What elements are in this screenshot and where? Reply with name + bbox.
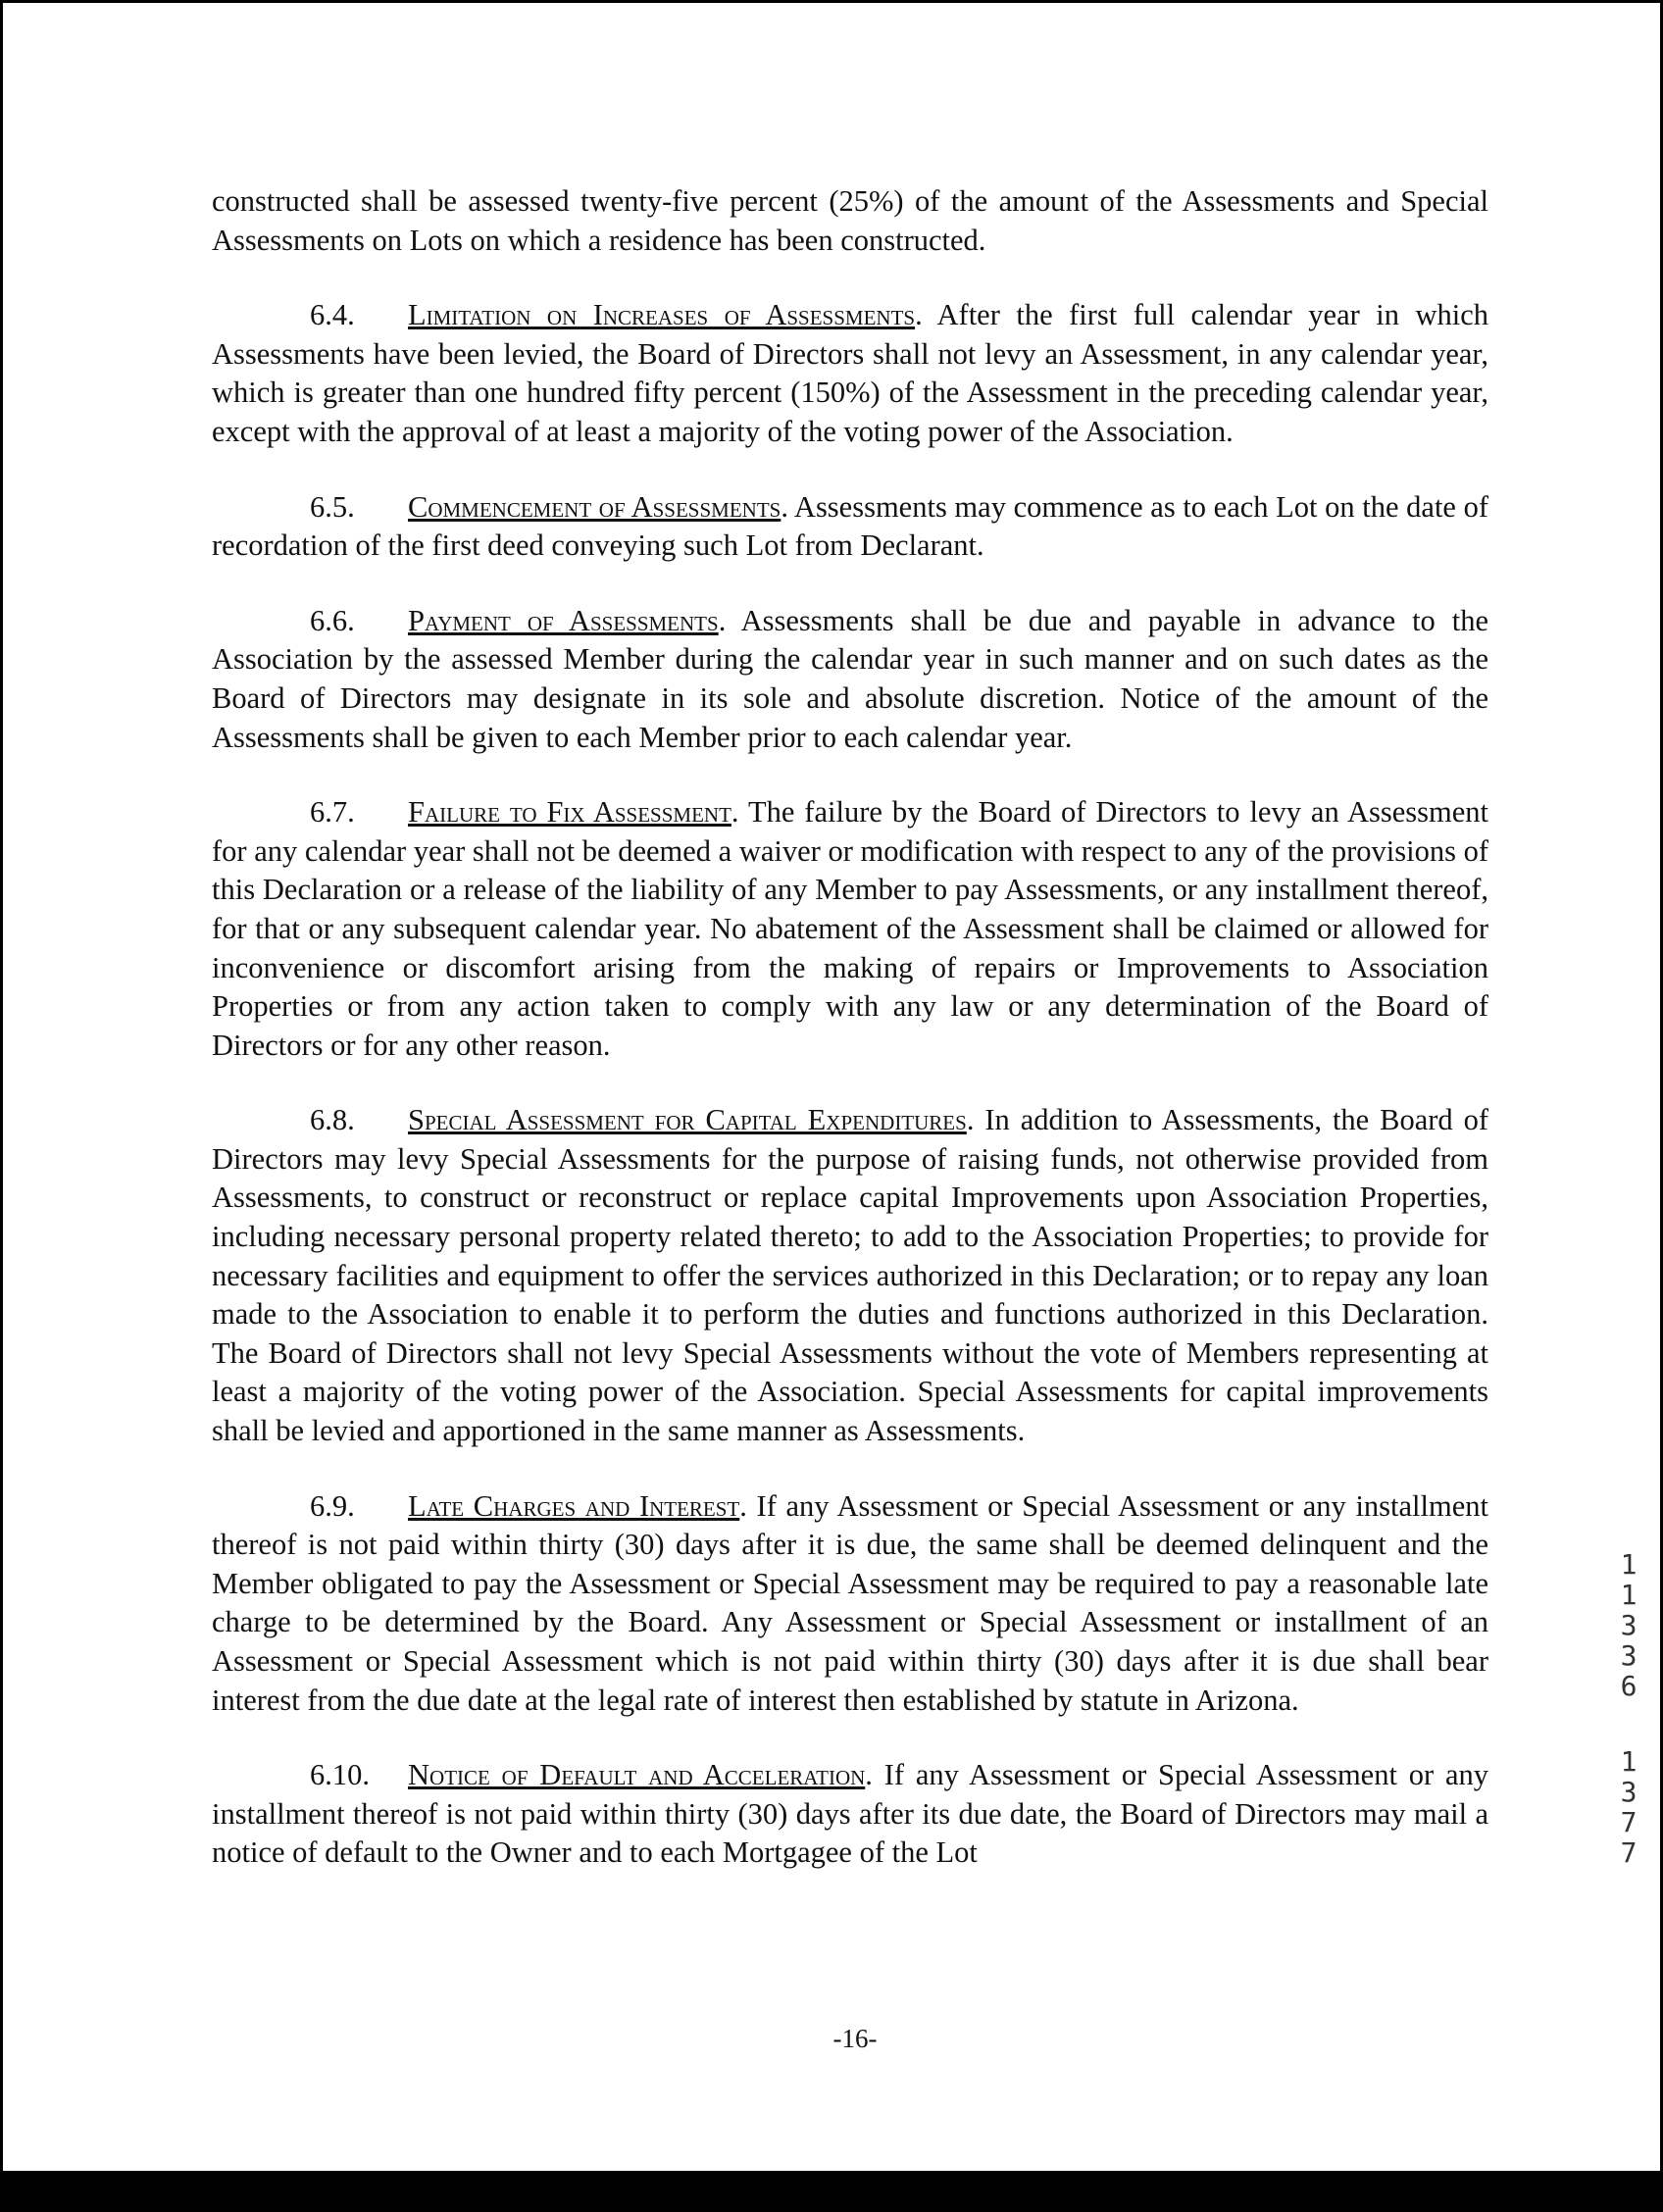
page-border-top [0,0,1663,3]
section-paragraph [212,602,1488,757]
stamp-digit: 1 [1620,1548,1638,1581]
section-heading: Failure to Fix Assessment [408,795,731,830]
section-heading: Notice of Default and Acceleration [408,1758,866,1792]
section-body: . In addition to Assessments, the Board of Directors may levy Special Assessments for the purpose of raising funds, not otherwise provided from Assessments, to construct or reconstruct or replace capital Improvements upon Association Properties, including necessary personal property related thereto; to add to the Association Properties; to provide for necessary facilities and equipment to offer the services authorized in this Declaration; or to repay any loan made to the Association to enable it to perform the duties and functions authorized in this Declaration. The Board of Directors shall not levy Special Assessments without the vote of Members representing at least a majority of the voting power of the Association. Special Assessments for capital improvements shall be levied and apportioned in the same manner as Assessments. [212,1103,1488,1448]
section-paragraph [212,296,1488,451]
stamp-digit: 3 [1620,1639,1638,1672]
section-paragraph [212,1101,1488,1450]
section-number: 6.5. [310,489,355,524]
page-border-left [0,0,3,2212]
section-paragraph [212,488,1488,566]
stamp-digit: 1 [1620,1579,1638,1611]
sections-container [212,296,1488,1873]
section-number: 6.4. [310,298,355,332]
section-paragraph [212,793,1488,1065]
stamp-digit: 6 [1620,1670,1638,1702]
scan-bottom-bar [0,2171,1663,2212]
section-body: . After the first full calendar year in which Assessments have been levied, the Board of Directors shall not levy an Assessment, in any calendar year, which is greater than one hundred fifty percent (150%) of the Assessment in the preceding calendar year, except with the approval of at least a majority of the voting power of the Association. [212,298,1488,448]
stamp-digit: 3 [1620,1609,1638,1641]
section-body: . The failure by the Board of Directors to levy an Assessment for any calendar year shall not be deemed a waiver or modification with respect to any of the provisions of this Declaration or a release of the liability of any Member to pay Assessments, or any installment thereof, for that or any subsequent calendar year. No abatement of the Assessment shall be claimed or allowed for inconvenience or discomfort arising from the making of repairs or Improvements to Association Properties or from any action taken to comply with any law or any determination of the Board of Directors or for any other reason. [212,795,1488,1062]
section-number: 6.9. [310,1488,355,1523]
section-number: 6.10. [310,1758,370,1792]
document-body [212,182,1488,1909]
stamp-digit: 3 [1620,1776,1638,1808]
section-body: . Assessments may commence as to each Lot on the date of recordation of the first deed conveying such Lot from Declarant. [212,489,1488,563]
section-number: 6.7. [310,795,355,830]
section-number: 6.8. [310,1103,355,1137]
recording-stamp-group-1 [1616,1549,1641,1701]
section-paragraph [212,1487,1488,1721]
stamp-digit: 7 [1620,1806,1638,1838]
section-heading: Special Assessment for Capital Expenditures [408,1103,967,1137]
section-heading: Commencement of Assessments [408,489,781,524]
recording-stamp-group-2 [1616,1746,1641,1868]
page-number: -16- [832,2024,878,2053]
section-paragraph [212,1756,1488,1873]
section-body: . Assessments shall be due and payable in advance to the Association by the assessed Member during the calendar year in such manner and on such dates as the Board of Directors may designate in its sole and absolute discretion. Notice of the amount of the Assessments shall be given to each Member prior to each calendar year. [212,603,1489,754]
intro-paragraph: constructed shall be assessed twenty-five percent (25%) of the amount of the Assessments and Special Assessments on Lots on which a residence has been constructed. [212,184,1488,257]
section-heading: Limitation on Increases of Assessments [408,298,916,332]
stamp-digit: 7 [1620,1836,1638,1869]
section-heading: Payment of Assessments [408,603,719,637]
recording-stamp [1616,1549,1641,1868]
section-body: . If any Assessment or Special Assessment or any installment thereof is not paid within thirty (30) days after it is due, the same shall be deemed delinquent and the Member obligated to pay the Assessment or Special Assessment may be required to pay a reasonable late charge to be determined by the Board. Any Assessment or Special Assessment or installment of an Assessment or Special Assessment which is not paid within thirty (30) days after it is due shall bear interest from the due date at the legal rate of interest then established by statute in Arizona. [212,1488,1488,1717]
section-body: . If any Assessment or Special Assessment or any installment thereof is not paid within thirty (30) days after its due date, the Board of Directors may mail a notice of default to the Owner and to each Mortgagee of the Lot [212,1758,1488,1870]
section-heading: Late Charges and Interest [408,1488,740,1523]
stamp-digit: 1 [1620,1745,1638,1778]
section-number: 6.6. [310,603,355,637]
